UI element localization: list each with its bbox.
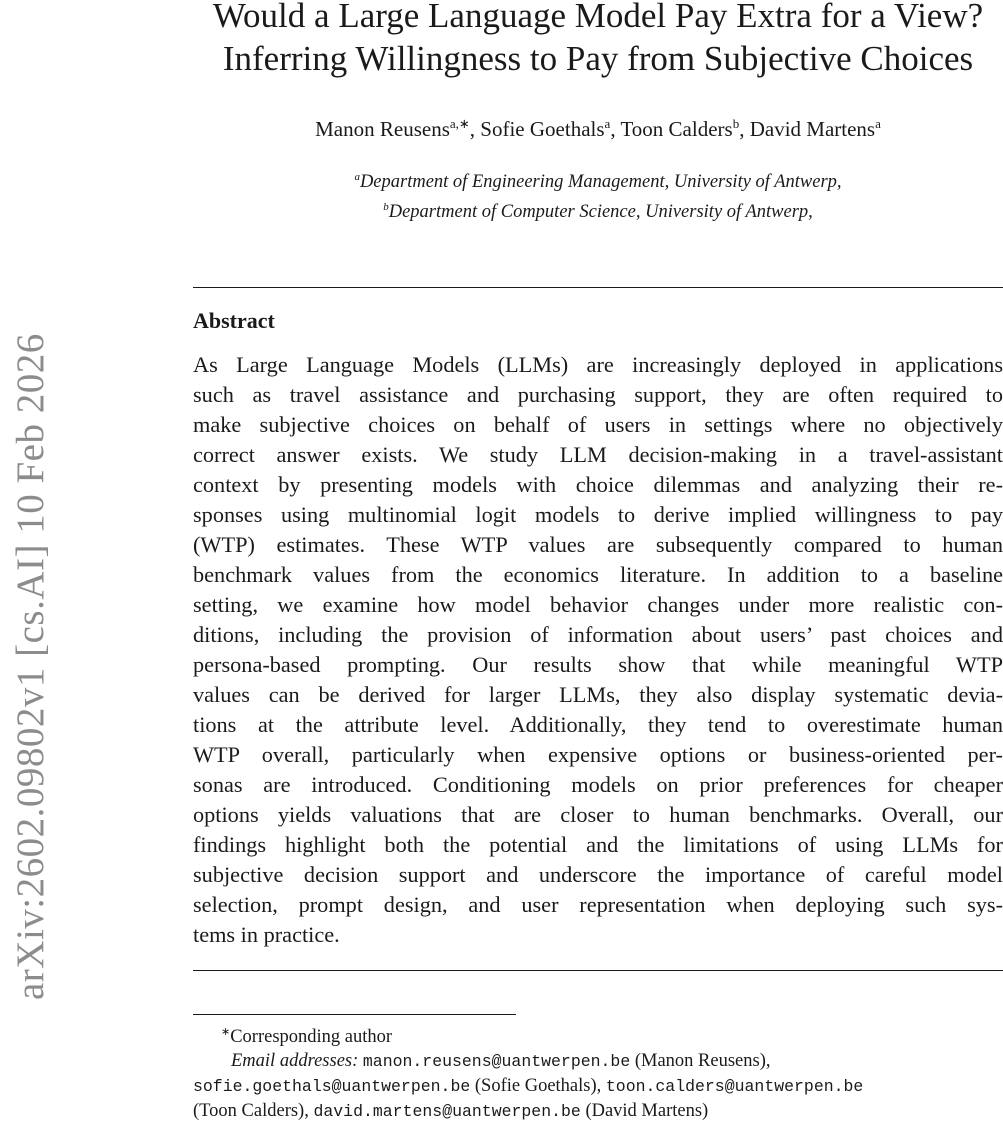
author-affil-mark: a (875, 116, 881, 131)
author-affil-mark: b (732, 116, 740, 131)
author-name: Toon Calders (620, 117, 733, 141)
email-link[interactable]: manon.reusens@uantwerpen.be (362, 1052, 631, 1072)
title-line-1: Would a Large Language Model Pay Extra for a View? (212, 0, 984, 35)
abstract-body (193, 350, 1003, 950)
abstract-line: setting, we examine how model behavior changes under more realistic con- (193, 592, 1003, 617)
email-link[interactable]: toon.calders@uantwerpen.be (605, 1077, 864, 1097)
abstract-line: such as travel assistance and purchasing support, they are often required to (193, 382, 1003, 407)
abstract-bottom-rule (193, 970, 1003, 971)
abstract-line: context by presenting models with choice dilemmas and analyzing their re- (193, 472, 1003, 497)
email-line (193, 1099, 1003, 1124)
author-list: Manon Reusens$^{a,∗}$, Sofie Goethals$^a$, Toon Calders$^b$, David Martens$^a$ (315, 116, 881, 141)
abstract-line: persona-based prompting. Our results show that while meaningful WTP (193, 652, 1003, 677)
abstract-line: findings highlight both the potential and the limitations of using LLMs for (193, 832, 1003, 857)
email-line (193, 1074, 1003, 1099)
title-line-2: Inferring Willingness to Pay from Subjective Choices (222, 39, 974, 78)
email-owner: (Toon Calders), (193, 1101, 309, 1122)
affiliation-mark: a (354, 171, 360, 183)
corresponding-text: Corresponding author (230, 1027, 393, 1048)
email-owner: (David Martens) (585, 1101, 709, 1122)
author-name: Manon Reusens (315, 117, 450, 141)
affiliation-text: Department of Engineering Management, University of Antwerp, (359, 172, 842, 193)
abstract-line: sponses using multinomial logit models to derive implied willingness to pay (193, 502, 1003, 527)
author-name: Sofie Goethals (480, 117, 605, 141)
footnote-rule (193, 1014, 516, 1015)
abstract-line: (WTP) estimates. These WTP values are subsequently compared to human (193, 532, 1003, 557)
abstract-line: tions at the attribute level. Additionally, they tend to overestimate human (193, 712, 1003, 737)
corresponding-note (193, 1020, 1003, 1049)
abstract-line: As Large Language Models (LLMs) are increasingly deployed in applications (193, 352, 1003, 377)
abstract-line: WTP overall, particularly when expensive options or business-oriented per- (193, 742, 1003, 767)
author-name: David Martens (749, 117, 876, 141)
affiliation-text: Department of Computer Science, University of Antwerp, (388, 202, 813, 223)
abstract-line: tems in practice. (193, 922, 340, 947)
affiliation-mark: b (383, 201, 389, 214)
email-link[interactable]: david.martens@uantwerpen.be (313, 1102, 581, 1122)
abstract-line: correct answer exists. We study LLM decision-making in a travel-assistant (193, 442, 1003, 467)
abstract-line: values can be derived for larger LLMs, they also display systematic devia- (193, 682, 1003, 707)
email-label: Email addresses: (231, 1051, 359, 1072)
email-link[interactable]: sofie.goethals@uantwerpen.be (193, 1077, 471, 1097)
abstract-line: benchmark values from the economics literature. In addition to a baseline (193, 562, 1003, 587)
footnote-mark: ∗ (221, 1026, 231, 1038)
footnote (193, 1020, 1003, 1124)
affiliation (193, 195, 1003, 225)
abstract-line: selection, prompt design, and user representation when deploying such sys- (193, 892, 1003, 917)
abstract-line: make subjective choices on behalf of users in settings where no objectively (193, 412, 1003, 437)
affiliation (193, 165, 1003, 195)
abstract-heading: Abstract (193, 308, 275, 333)
email-line (193, 1049, 1003, 1074)
arxiv-identifier: arXiv:2602.09802v1 [cs.AI] 10 Feb 2026 (9, 333, 52, 1000)
author-affil-mark: a,∗ (449, 116, 470, 131)
abstract-line: subjective decision support and underscore the importance of careful model (193, 862, 1003, 887)
abstract-line: sonas are introduced. Conditioning models on prior preferences for cheaper (193, 772, 1003, 797)
affiliations (193, 165, 1003, 225)
abstract-line: ditions, including the provision of information about users’ past choices and (193, 622, 1003, 647)
paper-title (193, 0, 1003, 80)
author-affil-mark: a (604, 116, 611, 131)
email-owner: (Manon Reusens), (634, 1051, 771, 1072)
abstract-line: options yields valuations that are closer to human benchmarks. Overall, our (193, 802, 1003, 827)
abstract-top-rule (193, 287, 1003, 288)
email-owner: (Sofie Goethals), (474, 1076, 602, 1097)
